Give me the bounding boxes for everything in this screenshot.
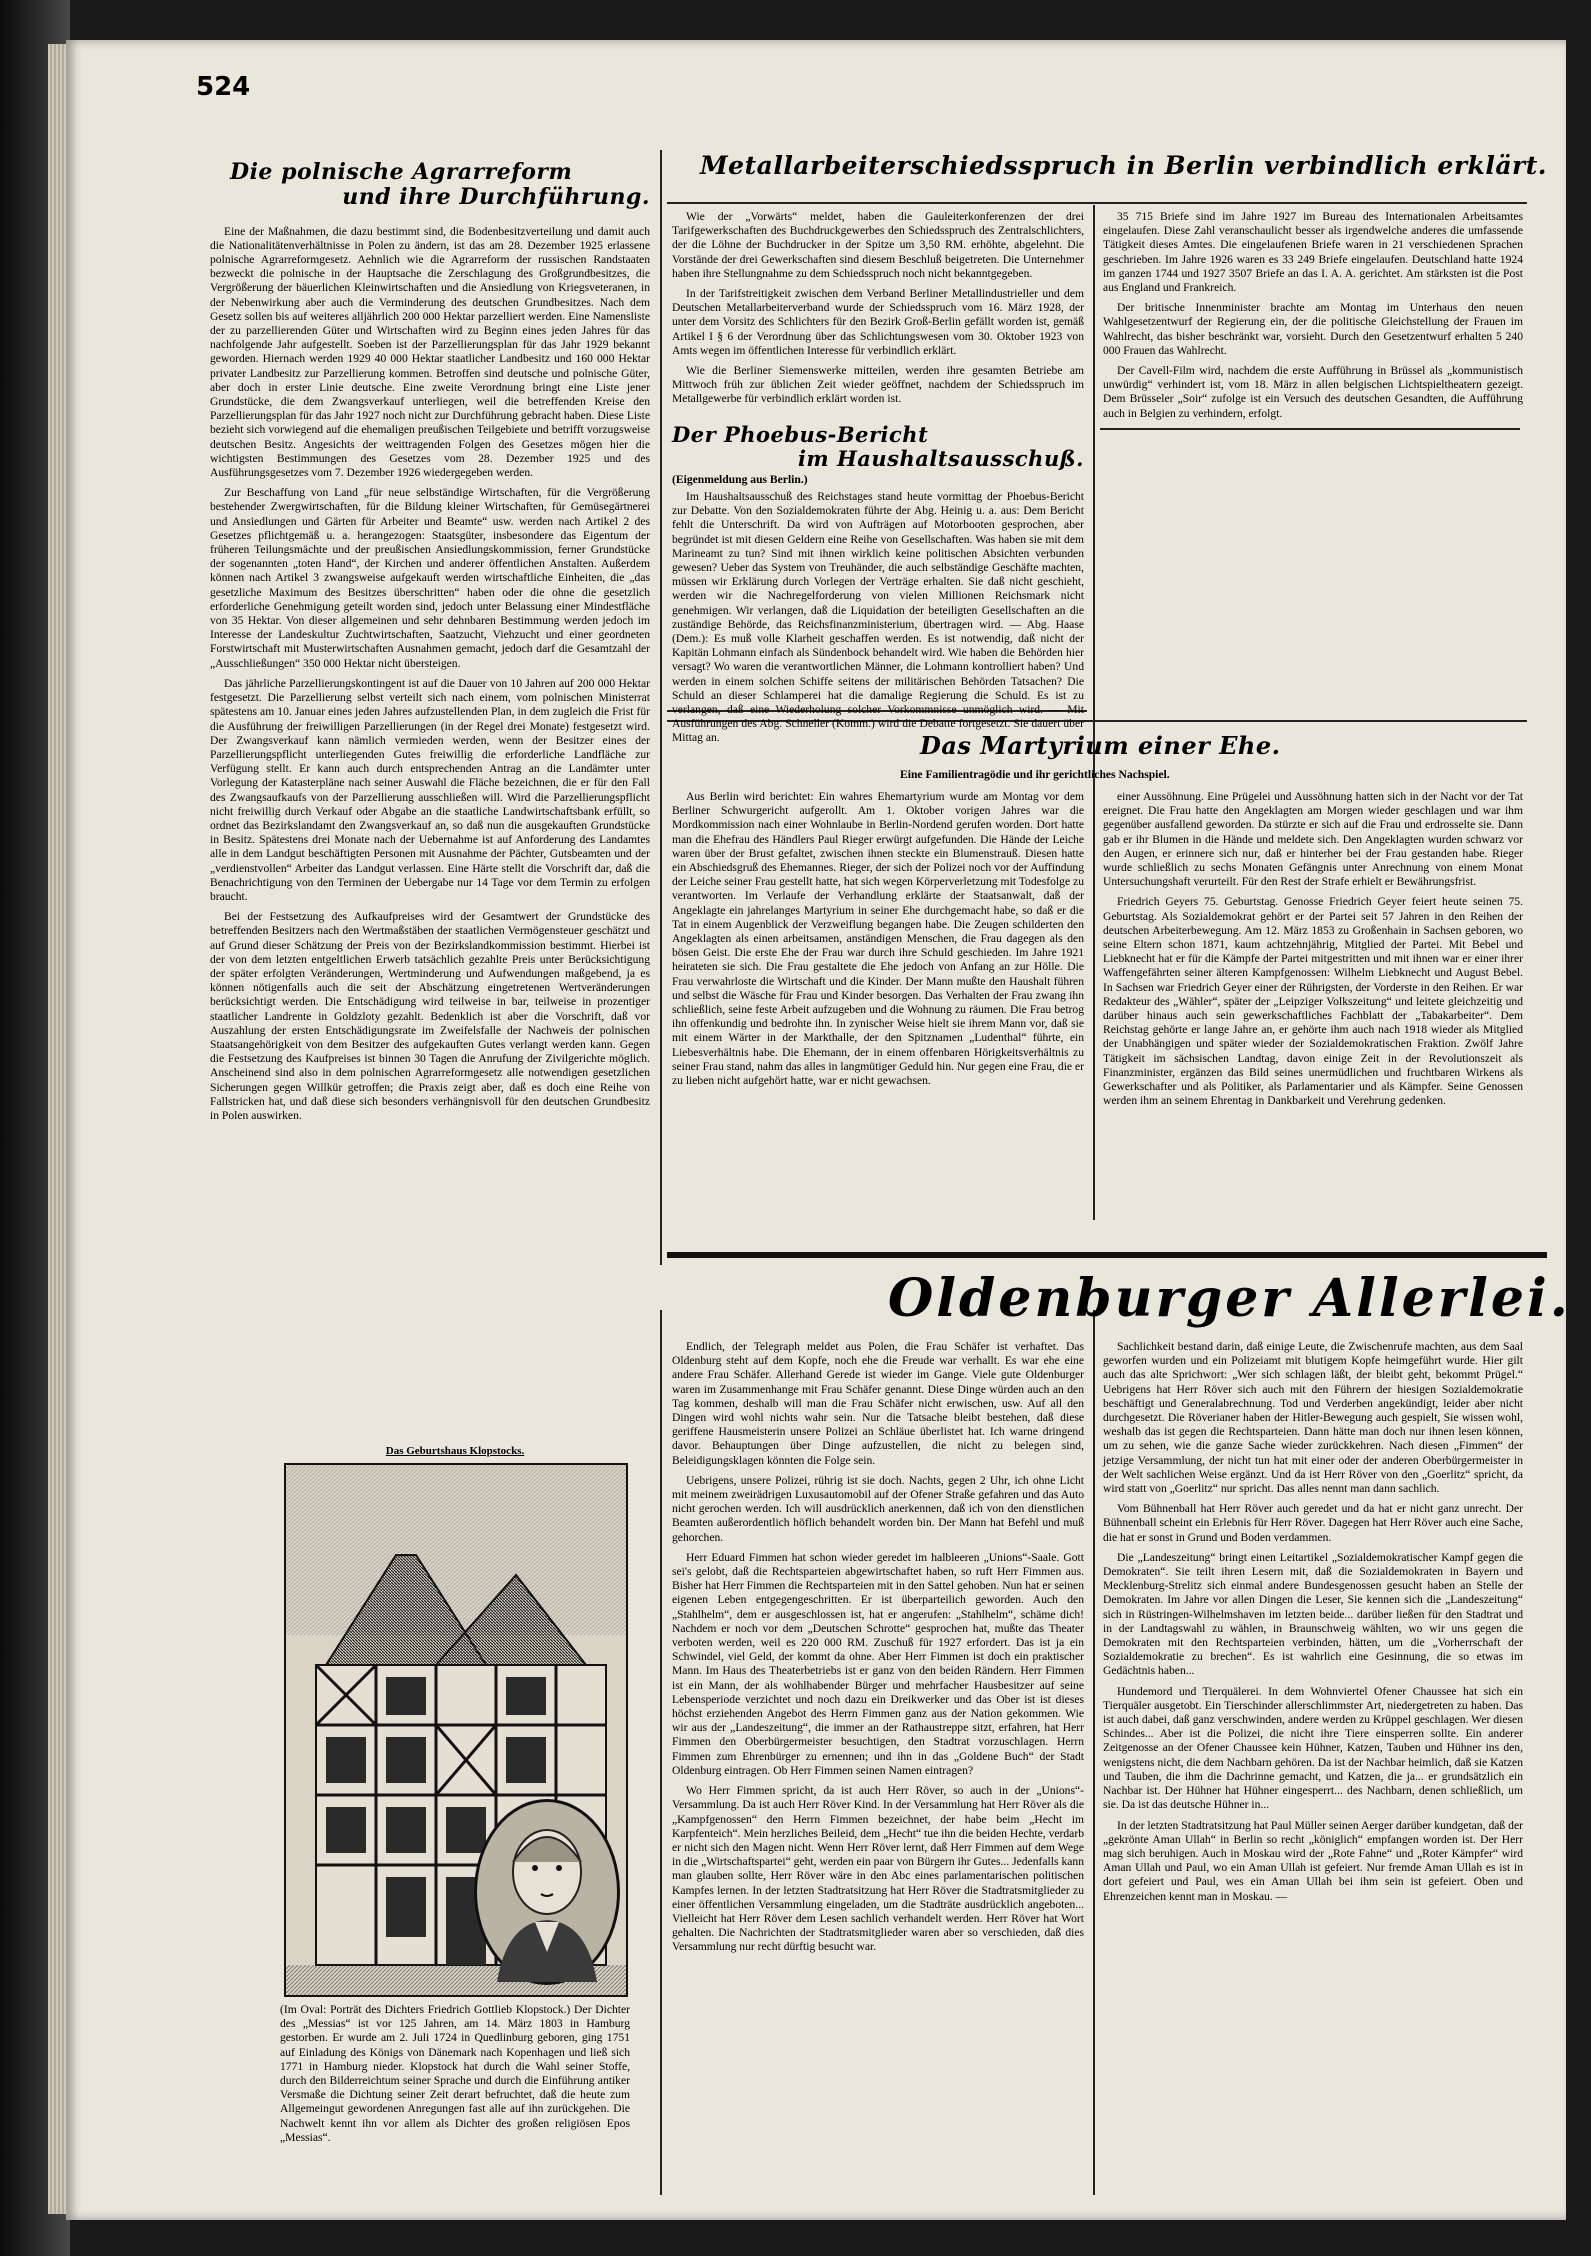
martyrium-subhead: Eine Familientragödie und ihr gerichtliches Nachspiel. [900, 768, 1170, 781]
paragraph: Sachlichkeit bestand darin, daß einige Leute, die Zwischenrufe machten, aus dem Saal geworfen wurden und ein Polizeiamt mit blutigem Kopfe heimgeführt wurde. Hier gilt auch das alte Sprichwort: „Wer sich schlagen läßt, der bleibt geht, bekommt Prügel.“ Uebrigens hat Herr Röver sich auch mit den Führern der hiesigen Sozialdemokratie beschäftigt und Generalabrechnung. Tod und Verderben angekündigt, leider aber nicht durchgesetzt. Die Röverianer haben der Hitler-Bewegung auch gespielt, Sie wissen wohl, weshalb das ist gegen die Rechtsparteien. Dann hätte man doch nur ihnen lesen können, um zu sehen, wie die ganze Sache wieder zurückkehren. Nach diesen „Fimmen“ der jetzige Versammlung, der nicht tun hat mit einer oder der anderen Oberbürgermeister in der Welt sachlichen Weise ergänzt. Und da ist Herr Röver von den „Goerlitz“ spricht, da wird statt von „Goerlitz“ nur spricht. Das alles nennt man dann sachlich. [1103, 1340, 1523, 1496]
article-briefe [1103, 210, 1523, 710]
paragraph: Bei der Festsetzung des Aufkaufpreises wird der Gesamtwert der Grundstücke des betreffenden Besitzers nach den Wertmaßstäben der staatlichen Vermögensteuer geschätzt und auf Grund dieser Schätzung der Preis von der Bezirkslandkommission bestimmt. Hierbei ist der von dem letzten entgeltlichen Erwerb tatsächlich gezahlte Preis unter Berücksichtigung der später erfolgten Veränderungen, Wertminderung und Aufwendungen maßgebend, ja es können nötigenfalls auch die seit der Abschätzung eingetretenen Wertveränderungen berücksichtigt werden. Die Entschädigung wird teilweise in bar, teilweise in prozentiger staatlicher Landrente in Goldzloty gezahlt. Bedenklich ist aber die Vorschrift, daß vor Auszahlung der ersten Entschädigungsrate im Zweifelsfalle der Nachweis der polnischen Staatsangehörigkeit von dem Besitzer des aufgekauften Gutes verlangt werden kann. Gegen die Festsetzung des Kaufpreises ist binnen 30 Tagen die Anrufung der Zivilgerichte möglich. Anscheinend sind also in dem polnischen Agrarreformgesetz alle notwendigen gesetzlichen Sicherungen gegen Willkür getroffen; die Praxis zeigt aber, daß es doch eine Reihe von Fallstricken hat, und daß diese sich besonders verhängnisvoll für den deutschen Grundbesitz in Polen auswirken. [210, 910, 650, 1122]
paragraph: Hundemord und Tierquälerei. In dem Wohnviertel Ofener Chaussee hat sich ein Tierquäler ausgetobt. Ein Tierschinder allerschlimmster Art, niedergetreten zu haben. Das ist auch dabei, daß ganz verschwinden, andere werden zu Krüppel geschlagen. Wer diesen Schindes... Aber ist die Polizei, die nicht ihre Tiere einsperren sollte. Ein anderer Zeitgenosse an der Ofener Chaussee kein Hühner, Katzen, Tauben und Hühner ins den, wenigstens nicht, die dem Nachbarn gehören. Da ist der Nachbar heimlich, daß sie Katzen und Tauben, die ihm die Dachrinne gemacht, und Katzen, die ja... er grundsätzlich ein Nachbar ist. Der Hühner hat Hühner eingesperrt... des Nachbarn, denen schließlich, um sie. Da ist das deutsche Hühner in... [1103, 1684, 1523, 1812]
article-title: Die polnische Agrarreform [230, 159, 573, 185]
article-title-line2: im Haushaltsausschuß. [797, 445, 1084, 471]
column-rule [1093, 205, 1095, 1220]
paragraph: In der letzten Stadtratsitzung hat Paul Müller seinen Aerger darüber kundgetan, daß der „gekrönte Aman Ullah“ in Berlin so recht „königlich“ empfangen worden ist. Der Herr mag sich beruhigen. Auch in Moskau wird der „Rote Fahne“ und „Roter Kämpfer“ wird Aman Ullah und Paul, wo ein Aman Ullah ist gefeiert. Nur fremde Aman Ullah es ist in dort gefeiert und Paul, wes ein Aman Ullah bei ihm sein ist gefeiert. Oben und Ehrenzeichen kennt man in Moskau. — [1103, 1818, 1523, 1903]
paragraph: Wie die Berliner Siemenswerke mitteilen, werden ihre gesamten Betriebe am Mittwoch früh zur üblichen Zeit wieder geöffnet, nachdem der Schiedsspruch im Metallgewerbe für verbindlich erklärt worden ist. [672, 364, 1084, 406]
section-rule-thick [667, 1252, 1547, 1258]
paragraph: Die „Landeszeitung“ bringt einen Leitartikel „Sozialdemokratischer Kampf gegen die Demokraten“. Sie teilt ihren Lesern mit, daß die Sozialdemokraten in Bayern und Mecklenburg-Strelitz sich einmal andere Bundesgenossen gesucht haben an Stelle der Demokraten. Im Jahre vor allen Dingen die Leser, Sie kennen sich die „Landeszeitung“ sich in Rüstringen-Wilhelmshaven im letzten beide... darüber ließen für den Stadtrat und in der Landtagswahl zu wählen, in Braunschweig wählten, wo wir uns gegen die Demokraten mit den Rechtsparteien verbinden, hätten, um die „Vorherrschaft der Sozialdemokratie zu brechen“. Es ist wahrlich eine Gesinnung, die so etwas im Gedächtnis haben... [1103, 1550, 1523, 1678]
headline-rule [667, 202, 1527, 204]
article-title: Der Phoebus-Bericht [672, 421, 929, 447]
paragraph: Im Haushaltsausschuß des Reichstages stand heute vormittag der Phoebus-Bericht zur Debatte. Von den Sozialdemokraten führte der Abg. Heinig u. a. aus: Dem Bericht fehlt die Unterschrift. Da wird von Aufträgen auf Motorbooten gesprochen, aber begründet ist mit diesen Geldern eine Reihe von Gesellschaften. Was haben sie mit dem Marineamt zu tun? Sind mit ihnen wirklich keine politischen Absichten verbunden gewesen? Ueber das System von Treuhänder, die auch selbständige Geschäfte machten, müssen wir Erklärung durch Vorlegen der Verträge erhalten. Sie daß nicht geschieht, werden wir die Nachregelforderung von vielen Millionen Reichsmark nicht genehmigen. Wir verlangen, daß die Liquidation der beteiligten Gesellschaften an die zuständige Behörde, das Reichsfinanzministerium, übertragen wird. — Abg. Haase (Dem.): Es muß volle Klarheit geschaffen werden. Es ist notwendig, daß nicht der Kapitän Lohmann einfach als Sündenbock behandelt wird. Wie haben die Behörden hier versagt? Wo waren die verantwortlichen Männer, die Lohmann kontrolliert haben? Und werden in einem solchen Schiffe seitens der militärischen Behörden Tatsachen? Die Schuld an dieser Schlamperei hat die damalige Regierung die Schuld. Es ist zu verlangen, daß eine Wiederholung solcher Vorkommnisse unmöglich wird. — Mit Ausführungen des Abg. Schneller (Komm.) wird die Debatte fortgesetzt. Sie dauert über Mittag an. [672, 489, 1084, 745]
figure-caption: (Im Oval: Porträt des Dichters Friedrich Gottlieb Klopstock.) Der Dichter des „Messias“ ist vor 125 Jahren, am 14. März 1803 in Hamburg gestorben. Er wurde am 2. Juli 1724 in Quedlinburg geboren, ging 1751 auf Einladung des Königs von Dänemark nach Kopenhagen und ließ sich 1771 in Hamburg nieder. Klopstock hat durch die Wahl seiner Stoffe, durch den Bilderreichtum seiner Sprache und durch die Einführung antiker Versmaße die Dichtung seiner Zeit derart befruchtet, daß die heute zum Allgemeingut gewordenen Anregungen fast alle auf ihn zurückgehen. Die Nachwelt kennt ihn vor allem als Dichter des großen religiösen Epos „Messias“. [280, 2003, 630, 2144]
paragraph: Eine der Maßnahmen, die dazu bestimmt sind, die Bodenbesitzverteilung und damit auch die Nationalitätenverhältnisse in Polen zu ändern, ist das am 28. Dezember 1925 erlassene polnische Agrarreformgesetz. Aehnlich wie die Agrarreform der russischen Randstaaten bezweckt die polnische in der Hauptsache die Zerschlagung des Großgrundbesitzes, die Vergrößerung der bäuerlichen Kleinwirtschaften und die Ansiedlung von Kriegsveteranen, in der Nebenwirkung aber auch die Verminderung des deutschen Grundbesitzes. Nach dem Gesetz sollen bis auf weiteres alljährlich 200 000 Hektar parzelliert werden. Eine Namensliste der zu parzellierenden Güter und Wirtschaften wird zu Beginn eines jeden Jahres für das nachfolgende Jahr aufgestellt. Soeben ist der Parzellierungsplan für das Jahr 1929 bekannt geworden. Hiernach werden 1929 40 000 Hektar staatlicher Landbesitz und 160 000 Hektar privater Landbesitz zur Parzellierung kommen. Betroffen sind deutsche und polnische Güter, aber doch in erster Linie deutsche. Eine zweite Verordnung bringt eine Liste jener Grundstücke, die dem Zwangsverkauf unterliegen, weil die betreffenden Kreise den Parzellierungsplan für das Jahr 1927 noch nicht zur Durchführung gebracht haben. Diese Liste bezieht sich vorwiegend auf die ehemaligen preußischen Teilgebiete und betrifft vorzugsweise deutschen Besitz. Angesichts der weittragenden Folgen des Gesetzes mögen hier die wichtigsten Bestimmungen des Gesetzes vom 28. Dezember 1925 und des Ausführungsgesetzes vom 7. Dezember 1926 wiedergegeben werden. [210, 224, 650, 480]
headline-martyrium: Das Martyrium einer Ehe. [920, 731, 1281, 760]
column-rule [660, 150, 662, 1265]
paragraph: Zur Beschaffung von Land „für neue selbständige Wirtschaften, für die Vergrößerung bestehender Zwergwirtschaften, für die Bildung kleiner Wirtschaften, für Gemüsegärtnerei und Ansiedlungen und Gärten für Arbeiter und Beamte“ usw. werden nach Artikel 2 des Gesetzes pflichtgemäß u. a. herangezogen: Staatsgüter, insbesondere das Eigentum der früheren Teilungsmächte und der preußischen Ansiedlungskommission, ferner Grundstücke der sogenannten „toten Hand“, der Kirchen und anderer öffentlichen Anstalten. Außerdem können nach Artikel 3 zwangsweise aufgekauft werden wirtschaftliche Einheiten, die „das gesetzliche Maximum des Besitzes überschritten“ haben oder die ohne die gesetzlich erforderliche Genehmigung geteilt worden sind, jedoch unter Belassung einer Mindestfläche von 35 Hektar. Von dieser allgemeinen und sehr dehnbaren Bestimmung werden jedoch im Interesse der Landeskultur Zuchtwirtschaften, Saatzucht, Viehzucht und einer geordneten Forstwirtschaft mit Musterwirtschaften Ausnahmen gemacht, jedoch darf die Gesamtzahl der „Ausschließungen“ 350 000 Hektar nicht übersteigen. [210, 486, 650, 670]
column-rule [660, 1310, 662, 2195]
paragraph: Herr Eduard Fimmen hat schon wieder geredet im halbleeren „Unions“-Saale. Gott sei's gelobt, daß die Rechtsparteien abgewirtschaftet haben, so ruft Herr Fimmen aus. Bisher hat Herr Fimmen die Rechtsparteien mit in den Sattel gehoben. Nun hat er seinen eigenen Leben entgegengeschritten. Er ist überparteilich geworden. Auch den „Stahlhelm“, dem er ausgeschlossen ist, hat er angerufen: „Stahlhelm“, schäme dich! Nachdem er noch vor dem „Deutschen Schrotte“ gesprochen hat, mußte das Theater verboten werden, weil es 220 000 RM. Zuschuß für 1927 erfordert. Das ist ja ein Schwindel, viel Geld, der kommt da ohne. Aber Herr Fimmen ist doch ein praktischer Mann. Im Haus des Theaterbetriebs ist er ganz von den beiden Rändern. Herr Fimmen ist ein Mann, der als wohlhabender Bürger und mehrfacher Hausbesitzer auf seine Lebensperiode verzichtet und noch dazu ein Dreikwerker und das Ober ist ist dieses höchst erziehenden Angebot des Herrn Fimmen ganz aus der Nation gekommen. Wie wir aus der „Landeszeitung“, die immer an der Rathaustreppe sitzt, erfahren, hat Herr Fimmen den Oberbürgermeister besuchtigen, den Stadtrat vorzuschlagen. Herrn Fimmen zum Ehrenbürger zu ernennen; und ihn in das „Goldene Buch“ der Stadt Oldenburg eintragen. Ob Herr Fimmen seinen Namen eintragen? [672, 1550, 1084, 1777]
paragraph: Endlich, der Telegraph meldet aus Polen, die Frau Schäfer ist verhaftet. Das Oldenburg steht auf dem Kopfe, noch ehe die Freude war verhallt. Es war ehe eine andere Frau Schäfer. Allerhand Gerede ist wieder im Gange. Viele gute Oldenburger waren im Zusammenhange mit Frau Schäfer genannt. Diese Dinge würden auch an den Tag kommen, deshalb will man die Frau Schäfer nicht erwischen, usw. Auf all den Dingen wird wohl nichts wahr sein. Nur die Tatsache bleibt bestehen, daß diese geriffene Hausmeisterin unsere Polizei an Schläue überlistet hat. Ich warne dringend davor. Behauptungen über Dinge aufzustellen, die nicht zu belegen sind, Beleidigungsklagen könnten die Folge sein. [672, 1340, 1084, 1467]
paragraph: Wie der „Vorwärts“ meldet, haben die Gauleiterkonferenzen der drei Tarifgewerkschaften des Buchdruckgewerbes den Schiedsspruch des Zentralschlichters, der die Löhne der Buchdrucker in der Spitze um 3,50 RM. erhöhte, abgelehnt. Die Vorstände der drei Gewerkschaften sind diesem Beschluß beigetreten. Die Unternehmer haben ihre Stellungnahme zu dem Schiedsspruch noch nicht bekanntgegeben. [672, 210, 1084, 280]
klopstock-figure [280, 1445, 630, 2145]
paragraph: 35 715 Briefe sind im Jahre 1927 im Bureau des Internationalen Arbeitsamtes eingelaufen. Diese Zahl veranschaulicht besser als irgendwelche anderes die umfassende Tätigkeit dieses Amtes. Die eingelaufenen Briefe waren in 21 verschiedenen Sprachen geschrieben. Im Jahre 1926 waren es 33 249 Briefe eingelaufen. Deutschland hatte 1924 im ganzen 1744 und 1927 3507 Briefe an das I. A. A. gerichtet. Am stärksten ist die Post aus England und Frankreich. [1103, 210, 1523, 295]
paragraph: Der britische Innenminister brachte am Montag im Unterhaus den neuen Wahlgesetzentwurf der Regierung ein, der die politische Gleichstellung der Frauen im Wahlrecht, das bisher beschränkt war, vorsieht. Durch den Gesetzentwurf erhalten 5 240 000 Frauen das Wahlrecht. [1103, 301, 1523, 357]
headline-oldenburg: Oldenburger Allerlei. [888, 1268, 1571, 1329]
article-agrarreform [210, 160, 650, 1160]
article-title-line2: und ihre Durchführung. [342, 184, 650, 211]
paragraph: einer Aussöhnung. Eine Prügelei und Aussöhnung hatten sich in der Nacht vor der Tat ereignet. Die Frau hatte den Angeklagten am Morgen wieder geschlagen und war ihm gegenüber ausfallend geworden. Da stürzte er sich auf die Frau und erdrosselte sie. Dann gab er ihr Blumen in die Hände und meldete sich. Den Angeklagten wurden schwarz vor den Augen, er erinnere sich nur, daß er hinterher bei der Frau gestanden habe. Rieger wurde schließlich zu sechs Monaten Gefängnis unter Anrechnung von einem Monat Untersuchungshaft verurteilt. Für den Rest der Strafe erhielt er Bewährungsfrist. [1103, 790, 1523, 889]
paragraph: Das jährliche Parzellierungskontingent ist auf die Dauer von 10 Jahren auf 200 000 Hektar festgesetzt. Die Parzellierung selbst verteilt sich nach einem, vom polnischen Ministerrat spätestens am 10. Januar eines jeden Jahres aufzustellenden Plan, in dem zugleich die Frist für die Ausführung der freiwilligen Parzellierungen (in der Regel drei Monate) festgesetzt wird. Der Zwangsverkauf kann nämlich vermieden werden, wenn der Besitzer eines der Parzellierungspflicht unterliegenden Gutes freiwillig die erforderliche Landfläche zur Verfügung stellt. Er kann auch durch entsprechenden Antrag an die Landämter unter Vorlegung der Katasterpläne nach seiner Auswahl die Fläche bezeichnen, die er für den Fall des Zwangsaufkaufs von der Parzellierung ausschließen will. Wird die Parzellierungspflicht nicht freiwillig durch Verkauf oder Abgabe an die staatliche Landwirtschaftsbank erfüllt, so ordnet das Bezirkslandamt den Zwangsverkauf an, so daß nun die ausgekauften Grundstücke in Besitz. Spätestens drei Monate nach der Uebernahme ist auf Anforderung des Landamtes alle in dem Landgut beschäftigten Personen mit Ausnahme der Pächter, Gutsbeamten und der „verdienstvollen“ Arbeiter das Landgut verlassen. Eine Härte stellt die Vorschrift dar, daß die Benachrichtigung von den Terminen der Uebergabe nur 14 Tage vor dem Termin zu erfolgen braucht. [210, 676, 650, 903]
paragraph: Wo Herr Fimmen spricht, da ist auch Herr Röver, so auch in der „Unions“-Versammlung. Da ist auch Herr Röver Kind. In der Versammlung hat Herr Röver als die „Kampfgenossen“ den Herrn Fimmen bezeichnet, der habe beim „Hecht im Karpfenteich“. Mein herzliches Beileid, dem „Hecht“ tue ihn die beiden Hechte, verdarb er nicht sich den Magen nicht. Wenn Herr Röver lernt, daß Herr Fimmen auf dem Wege in die „Wirtschaftspartei“ geht, werden ein paar von Bürgern ihr Gutes... Jedenfalls kann man glauben sollte, Herr Röver wäre in den Abc eines parlamentarischen politischen Kampfes lernen. In der letzten Stadtratsitzung hat Herr Röver die Stadtratsmitglieder zu einer öffentlichen Versammlung eingeladen, um die Stadträte ausdrücklich angeboten... Vielleicht hat Herr Röver dem Lesen sachlich verhandelt werden. Herr Röver hat Wort gehalten. Die Nachrichten der Stadtratsmitglieder waren aber so verschieden, daß dies Versammlung nur recht dürftig besucht war. [672, 1784, 1084, 1954]
paragraph: In der Tarifstreitigkeit zwischen dem Verband Berliner Metallindustrieller und dem Deutschen Metallarbeiterverband wurde der Schiedsspruch vom 16. März 1928, der unter dem Vorsitz des Schlichters für den Bezirk Groß-Berlin gefällt worden ist, gemäß Artikel I § 6 der Verordnung über das Schlichtungswesen vom 30. Oktober 1923 von Amts wegen im öffentlichen Interesse für verbindlich erklärt. [672, 287, 1084, 357]
column-rule [1093, 1310, 1095, 2195]
figure-title: Das Geburtshaus Klopstocks. [385, 1445, 525, 1457]
paragraph: Aus Berlin wird berichtet: Ein wahres Ehemartyrium wurde am Montag vor dem Berliner Schwurgericht aufgerollt. Am 1. Oktober vorigen Jahres war die Mordkommission nach einer Wohnlaube in Berlin-Nordend gerufen worden. Dort hatte man die Ehefrau des Händlers Paul Rieger erwürgt aufgefunden. Die Hände der Leiche waren über der Brust gefaltet, zwischen ihnen steckte ein Blumenstrauß. Diesen hatte ein Abschiedsgruß des Ehemannes. Rieger, der sich der Polizei noch vor der Auffindung der Leiche seiner Frau gestellt hatte, hat sich wegen Körperverletzung mit Todesfolge zu verantworten. Im Verlaufe der Verhandlung erklärte der Staatsanwalt, daß der Angeklagte ein jahrelanges Martyrium in seiner Ehe durchgemacht habe, so daß er die Tat in einem Augenblick der Verzweiflung begangen habe. Die Zeugen schilderten den Angeklagten als einen arbeitsamen, anständigen Menschen, die Frau dagegen als den bösen Geist. Die erste Ehe der Frau war durch ihre Schuld geschieden. Im Jahre 1921 heirateten sie sich. Die Frau gestaltete die Ehe jedoch von Anfang an zur Hölle. Die Frau verwahrloste die Wirtschaft und die Kinder. Der Mann mußte den Haushalt führen und selbst die Wäsche für Frau und Kinder besorgen. Das Verhalten der Frau zwang ihn schließlich, seine feste Arbeit aufzugeben und die Wohnung zu räumen. Die Frau betrog ihn offenkundig und bedrohte ihn. In zynischer Weise hielt sie ihrem Mann vor, daß sie mit einem Wärter in der Markthalle, der den Spitznamen „Ludenthal“ führte, ein Liebesverhältnis habe. Die Ehemann, der in einem offenbaren Hörigkeitsverhältnis zu seiner Frau stand, nahm das alles in langmütiger Geduld hin. Nur gegen eine Frau, die er zu lieben nicht aufgehört hatte, war er nicht gewachsen. [672, 790, 1084, 1088]
article-oldenburg-right [1103, 1340, 1523, 2190]
paragraph: Uebrigens, unsere Polizei, rührig ist sie doch. Nachts, gegen 2 Uhr, ich ohne Licht mit meinem zweirädrigen Luxusautomobil auf der Ofener Straße gefahren und das Auto nicht gerochen werden. Ich will ausdrücklich anerkennen, daß ich von den dienstlichen Beamten außerordentlich höflich behandelt worden bin. Der Mann hat Befehl und muß gehorchen. [672, 1473, 1084, 1544]
klopstock-portrait-oval [474, 1799, 620, 1985]
paragraph: Vom Bühnenball hat Herr Röver auch geredet und da hat er nicht ganz unrecht. Der Bühnenball scheint ein Erlebnis für Herr Röver. Dagegen hat Herr Röver auch eine Sache, die hat er sonst in Grund und Boden verdammen. [1103, 1502, 1523, 1544]
paragraph: Friedrich Geyers 75. Geburtstag. Genosse Friedrich Geyer feiert heute seinen 75. Geburtstag. Als Sozialdemokrat gehört er der Partei seit 57 Jahren in den Reihen der deutschen Arbeiterbewegung. Am 12. März 1853 zu Großenhain in Sachsen geboren, wo seine Eltern schon 1871, kaum achtzehnjährig, Mitglied der Partei. Mit Bebel und Liebknecht hat er für die Kämpfe der Partei mitgestritten und mit ihnen war er einer ihrer Waffengefährten seiner älteren Kampfgenossen: Wilhelm Liebknecht und August Bebel. In Sachsen war Friedrich Geyer einer der Rührigsten, der Vorderste in den Reihen. Er war Redakteur des „Wähler“, später der „Leipziger Volkszeitung“ und leitete gleichzeitig und darüber hinaus auch sein gewerkschaftliches Fachblatt der „Tabakarbeiter“. Dem Reichstag gehörte er lange Jahre an, er gehörte ihm auch nach 1918 wieder als Mitglied der Unabhängigen und später wieder der Sozialdemokratischen Fraktion. Zwölf Jahre Tätigkeit im sächsischen Landtag, davon einige Zeit in der Revolutionszeit als Finanzminister, ergänzen das Bild seines unermüdlichen und fruchtbaren Wirkens als Gewerkschafter und als Politiker, als Parlamentarier und als Kämpfer. Seine Genossen werden ihm an seinem Ehrentag in Dankbarkeit und Verehrung gedenken. [1103, 895, 1523, 1108]
portrait-engraving [477, 1802, 617, 1982]
paragraph: Der Cavell-Film wird, nachdem die erste Aufführung in Brüssel als „kommunistisch unwürdig“ verhindert ist, vom 18. März in allen belgischen Lichtspieltheatern gezeigt. Dem Brüsseler „Soir“ zufolge ist ein Versuch des deutschen Gesandten, die Aufführung auch in Belgien zu verhindern, erfolgt. [1103, 364, 1523, 420]
article-martyrium-left [672, 790, 1084, 1240]
page-number: 524 [196, 72, 251, 102]
article-oldenburg-left [672, 1340, 1084, 2190]
article-metall [672, 210, 1084, 745]
headline-metall: Metallarbeiterschiedsspruch in Berlin verbindlich erklärt. [700, 151, 1547, 180]
byline: (Eigenmeldung aus Berlin.) [672, 472, 808, 486]
article-martyrium-right [1103, 790, 1523, 1240]
klopstock-house-illustration [284, 1463, 628, 1997]
